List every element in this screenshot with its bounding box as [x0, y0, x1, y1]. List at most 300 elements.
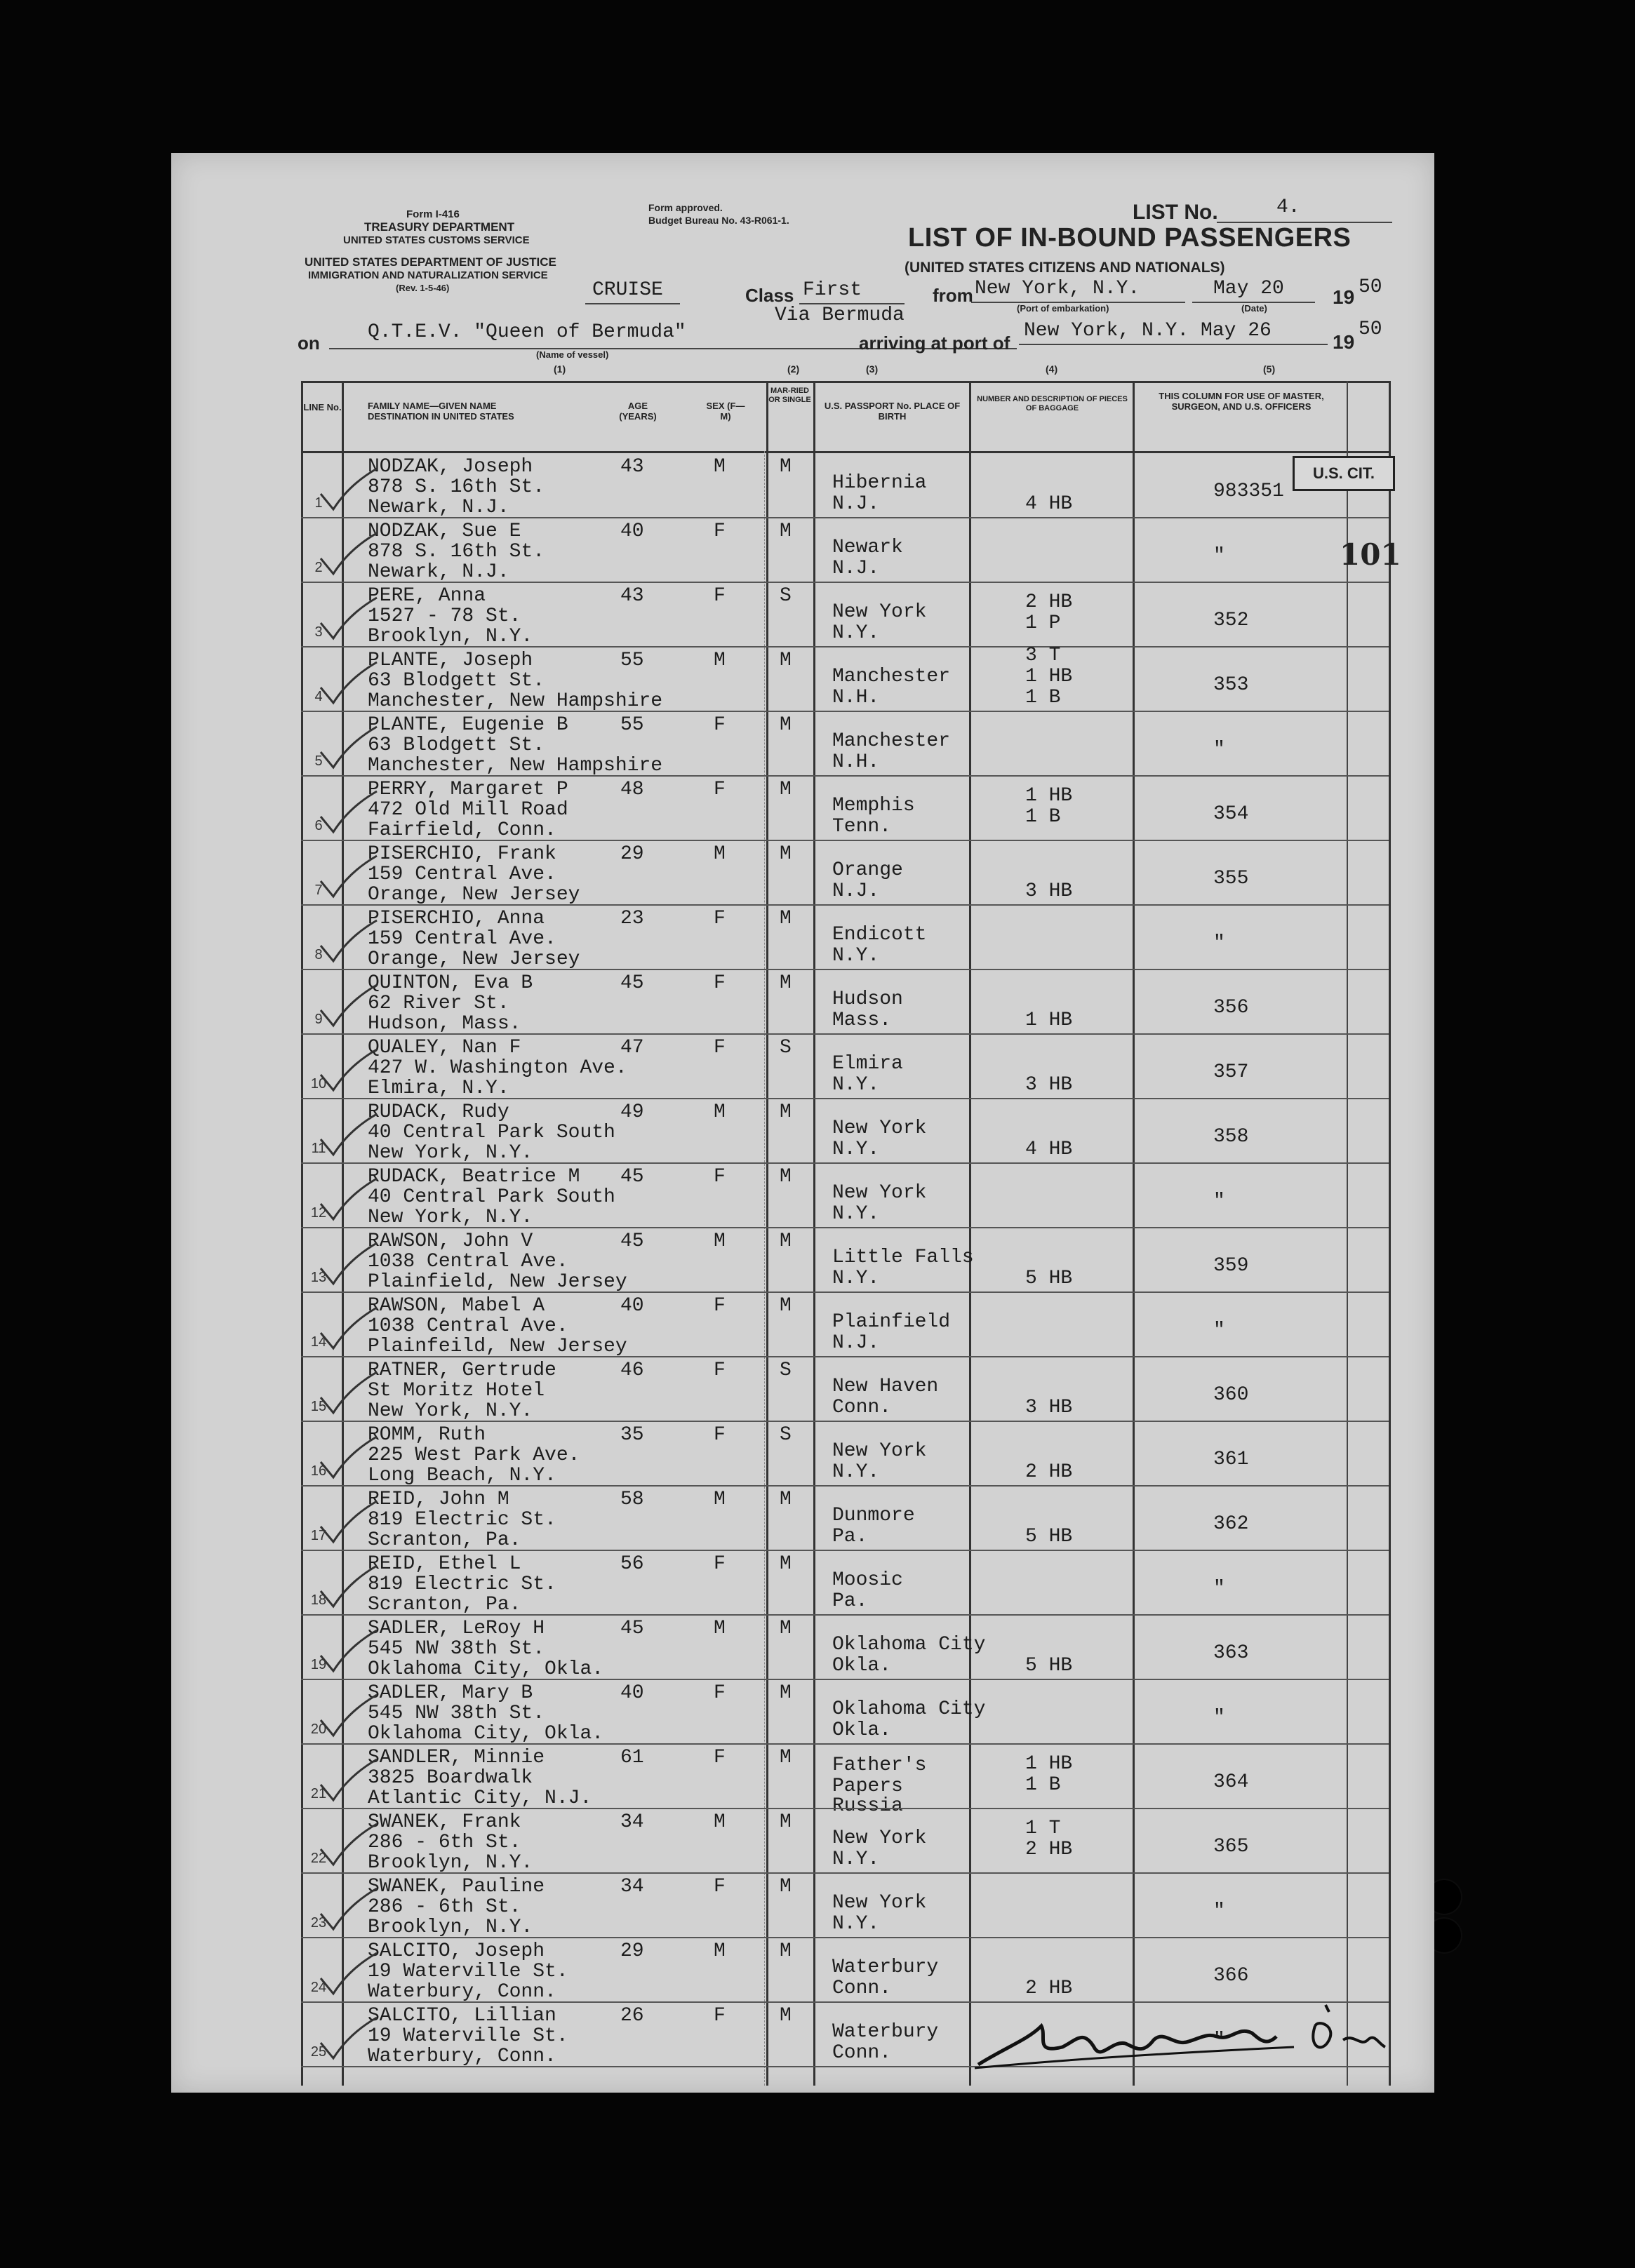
age-value: 58 [620, 1489, 644, 1510]
form-number: Form I-416 [406, 208, 460, 220]
sex-value: F [714, 1682, 726, 1704]
baggage-line-2: 1 HB [1025, 666, 1073, 687]
sex-value: F [714, 2005, 726, 2027]
address-line-2: Waterbury, Conn. [368, 1981, 556, 2003]
birthplace-line-1: New York [832, 1440, 927, 1462]
officer-entry: 362 [1213, 1513, 1249, 1535]
sex-value: F [714, 585, 726, 607]
officer-entry: " [1213, 1900, 1225, 1922]
marital-status: S [780, 585, 792, 607]
birthplace-line-2: Papers [832, 1776, 903, 1797]
age-value: 45 [620, 1618, 644, 1639]
page-title: LIST OF IN-BOUND PASSENGERS [908, 223, 1352, 253]
sex-value: F [714, 1166, 726, 1188]
passenger-name: RAWSON, Mabel A [368, 1295, 545, 1317]
date-from: May 20 [1213, 278, 1284, 300]
address-line-1: 3825 Boardwalk [368, 1767, 533, 1789]
address-line-2: New York, N.Y. [368, 1400, 533, 1422]
table-row [301, 1228, 1391, 1292]
birthplace-line-2: Pa. [832, 1526, 868, 1548]
birthplace-line-1: Hudson [832, 988, 903, 1010]
birthplace-line-2: N.Y. [832, 1074, 880, 1096]
table-row [301, 1486, 1391, 1550]
marital-status: M [780, 1230, 792, 1252]
age-value: 45 [620, 1230, 644, 1252]
sex-value: M [714, 843, 726, 865]
birthplace-line-2: Tenn. [832, 816, 892, 838]
officer-entry: 983351 [1213, 481, 1284, 502]
vessel-caption: (Name of vessel) [536, 349, 609, 360]
address-line-2: Scranton, Pa. [368, 1594, 521, 1616]
vessel-name: Q.T.E.V. "Queen of Bermuda" [368, 321, 686, 343]
cruise-label: CRUISE [592, 279, 663, 301]
check-mark-icon [315, 1628, 378, 1677]
birthplace-line-1: Newark [832, 537, 903, 558]
marital-status: S [780, 1424, 792, 1446]
marital-status: S [780, 1360, 792, 1381]
passenger-name: QUALEY, Nan F [368, 1037, 521, 1059]
line-number: 18 [310, 1592, 327, 1608]
address-line-1: 286 - 6th St. [368, 1832, 521, 1853]
marital-status: M [780, 1101, 792, 1123]
birthplace-line-1: New York [832, 601, 927, 623]
table-row [301, 518, 1391, 582]
table-row [301, 1873, 1391, 1938]
birthplace-line-1: Waterbury [832, 1957, 939, 1978]
passenger-name: PISERCHIO, Anna [368, 908, 545, 930]
birthplace-line-1: Moosic [832, 1569, 903, 1591]
line-number: 23 [310, 1915, 327, 1931]
address-line-2: Newark, N.J. [368, 561, 509, 583]
passenger-name: NODZAK, Sue E [368, 521, 521, 542]
age-value: 49 [620, 1101, 644, 1123]
sex-value: F [714, 1360, 726, 1381]
birthplace-line-2: N.Y. [832, 1203, 880, 1225]
address-line-1: 472 Old Mill Road [368, 799, 568, 821]
baggage-line-1: 5 HB [1025, 1268, 1073, 1289]
address-line-2: Brooklyn, N.Y. [368, 626, 533, 647]
passenger-name: QUINTON, Eva B [368, 972, 533, 994]
officer-entry: " [1213, 1190, 1225, 1212]
address-line-1: 819 Electric St. [368, 1509, 556, 1531]
year-prefix-to: 19 [1333, 331, 1355, 353]
age-value: 23 [620, 908, 644, 930]
table-row [301, 1615, 1391, 1679]
officer-entry: 366 [1213, 1965, 1249, 1987]
marital-status: M [780, 714, 792, 736]
address-line-1: 19 Waterville St. [368, 2025, 568, 2047]
manifest-sheet [171, 153, 1434, 2093]
birthplace-line-2: N.Y. [832, 1848, 880, 1870]
sex-value: F [714, 1424, 726, 1446]
baggage-line-1: 2 HB [1025, 1978, 1073, 1999]
birthplace-line-1: New York [832, 1827, 927, 1849]
officer-entry: 363 [1213, 1642, 1249, 1664]
address-line-2: Atlantic City, N.J. [368, 1787, 592, 1809]
sex-value: F [714, 521, 726, 542]
birthplace-line-2: Pa. [832, 1590, 868, 1612]
officer-entry: 360 [1213, 1384, 1249, 1406]
age-value: 40 [620, 521, 644, 542]
passenger-name: NODZAK, Joseph [368, 456, 533, 478]
header-married: MAR-RIED OR SINGLE [768, 387, 811, 404]
check-mark-icon [315, 466, 378, 515]
marital-status: M [780, 1747, 792, 1769]
passenger-name: REID, John M [368, 1489, 509, 1510]
sex-value: F [714, 1747, 726, 1769]
table-row [301, 1357, 1391, 1421]
address-line-2: New York, N.Y. [368, 1142, 533, 1164]
passenger-table [301, 381, 1391, 2086]
line-number: 25 [310, 2044, 327, 2060]
header-age: AGE (YEARS) [619, 401, 657, 422]
sex-value: F [714, 1553, 726, 1575]
birthplace-line-1: Oklahoma City [832, 1634, 986, 1656]
form-approved: Form approved. [648, 202, 723, 213]
birthplace-line-1: Elmira [832, 1053, 903, 1075]
marital-status: M [780, 1489, 792, 1510]
arriving-value: New York, N.Y. May 26 [1024, 320, 1272, 342]
address-line-1: 1038 Central Ave. [368, 1315, 568, 1337]
birthplace-line-2: N.Y. [832, 1139, 880, 1160]
address-line-1: 1038 Central Ave. [368, 1251, 568, 1273]
baggage-line-2: 1 B [1025, 1774, 1061, 1796]
address-line-1: 159 Central Ave. [368, 864, 556, 885]
table-row [301, 969, 1391, 1034]
address-line-2: Manchester, New Hampshire [368, 755, 663, 777]
line-number: 19 [310, 1657, 327, 1672]
birthplace-line-1: Hibernia [832, 472, 927, 494]
cruise-underline [585, 303, 680, 304]
birthplace-line-1: Manchester [832, 666, 951, 687]
birthplace-line-1: Dunmore [832, 1505, 915, 1526]
check-mark-icon [315, 1692, 378, 1741]
table-row [301, 840, 1391, 905]
table-row [301, 647, 1391, 711]
marital-status: M [780, 908, 792, 930]
birthplace-line-2: Okla. [832, 1655, 892, 1677]
line-number: 3 [314, 624, 323, 640]
column-number-4: (4) [1046, 363, 1058, 375]
header-officers: THIS COLUMN FOR USE OF MASTER, SURGEON, AND U.S. OFFICERS [1159, 391, 1324, 412]
age-value: 34 [620, 1876, 644, 1898]
line-number: 14 [310, 1334, 327, 1350]
age-value: 48 [620, 779, 644, 800]
officer-entry: " [1213, 2029, 1225, 2051]
age-value: 45 [620, 1166, 644, 1188]
baggage-line-1: 2 HB [1025, 1461, 1073, 1483]
passenger-name: PLANTE, Eugenie B [368, 714, 568, 736]
column-number-2: (2) [787, 363, 800, 375]
birthplace-line-2: N.Y. [832, 622, 880, 644]
address-line-1: 878 S. 16th St. [368, 476, 545, 498]
birthplace-line-1: Plainfield [832, 1311, 951, 1333]
birthplace-line-1: Father's [832, 1754, 927, 1776]
check-mark-icon [315, 1240, 378, 1289]
sex-value: F [714, 972, 726, 994]
marital-status: M [780, 521, 792, 542]
birthplace-line-3: Russia [832, 1795, 903, 1817]
column-number-5: (5) [1263, 363, 1276, 375]
passenger-name: SALCITO, Joseph [368, 1940, 545, 1962]
passenger-name: REID, Ethel L [368, 1553, 521, 1575]
baggage-line-1: 1 HB [1025, 1753, 1073, 1775]
birthplace-line-2: N.H. [832, 751, 880, 773]
baggage-line-1: 3 HB [1025, 1397, 1073, 1418]
us-citizen-stamp [1293, 456, 1395, 491]
age-value: 40 [620, 1295, 644, 1317]
line-number: 15 [310, 1399, 327, 1414]
sex-value: F [714, 908, 726, 930]
line-number: 22 [310, 1851, 327, 1866]
passenger-name: PERRY, Margaret P [368, 779, 568, 800]
check-mark-icon [315, 1176, 378, 1225]
marital-status: M [780, 1811, 792, 1833]
baggage-line-3: 1 B [1025, 687, 1061, 709]
marital-status: M [780, 779, 792, 800]
rev-label: (Rev. 1-5-46) [396, 283, 450, 293]
via-label: Via Bermuda [775, 304, 905, 326]
address-line-2: Plainfield, New Jersey [368, 1271, 627, 1293]
birthplace-line-2: Mass. [832, 1009, 892, 1031]
age-value: 56 [620, 1553, 644, 1575]
age-value: 29 [620, 843, 644, 865]
age-value: 29 [620, 1940, 644, 1962]
marital-status: M [780, 1295, 792, 1317]
officer-entry: 354 [1213, 803, 1249, 825]
address-line-1: 878 S. 16th St. [368, 541, 545, 563]
birthplace-line-2: N.Y. [832, 1913, 880, 1935]
line-number: 9 [314, 1012, 323, 1027]
age-value: 45 [620, 972, 644, 994]
birthplace-line-1: Waterbury [832, 2021, 939, 2043]
address-line-2: Manchester, New Hampshire [368, 690, 663, 712]
check-mark-icon [315, 2015, 378, 2064]
sex-value: F [714, 1295, 726, 1317]
address-line-2: Brooklyn, N.Y. [368, 1917, 533, 1938]
officer-entry: 364 [1213, 1771, 1249, 1793]
date-caption: (Date) [1241, 303, 1267, 314]
age-value: 46 [620, 1360, 644, 1381]
address-line-2: Brooklyn, N.Y. [368, 1852, 533, 1874]
age-value: 34 [620, 1811, 644, 1833]
sex-value: M [714, 1101, 726, 1123]
officer-entry: 365 [1213, 1836, 1249, 1858]
arriving-underline [1019, 344, 1328, 345]
line-number: 21 [310, 1786, 327, 1801]
address-line-1: 159 Central Ave. [368, 928, 556, 950]
sex-value: F [714, 714, 726, 736]
address-line-2: Scranton, Pa. [368, 1529, 521, 1551]
check-mark-icon [315, 1757, 378, 1806]
passenger-name: SALCITO, Lillian [368, 2005, 556, 2027]
us-citizen-stamp-text: U.S. CIT. [1312, 464, 1375, 482]
year-to: 50 [1359, 318, 1382, 340]
passenger-name: SWANEK, Frank [368, 1811, 521, 1833]
check-mark-icon [315, 1305, 378, 1354]
marital-status: M [780, 2005, 792, 2027]
table-row [301, 1292, 1391, 1357]
check-mark-icon [315, 659, 378, 709]
address-line-2: Fairfield, Conn. [368, 819, 556, 841]
from-value: New York, N.Y. [975, 278, 1140, 300]
birthplace-line-1: Orange [832, 859, 903, 881]
address-line-2: Hudson, Mass. [368, 1013, 521, 1035]
sex-value: M [714, 1940, 726, 1962]
marital-status: M [780, 1682, 792, 1704]
birthplace-line-1: Manchester [832, 730, 951, 752]
check-mark-icon [315, 982, 378, 1031]
address-line-1: 63 Blodgett St. [368, 734, 545, 756]
baggage-line-1: 5 HB [1025, 1655, 1073, 1677]
officer-entry: " [1213, 739, 1225, 760]
address-line-1: 40 Central Park South [368, 1186, 615, 1208]
table-row [301, 1034, 1391, 1099]
address-line-2: Orange, New Jersey [368, 948, 580, 970]
passenger-name: SWANEK, Pauline [368, 1876, 545, 1898]
table-row [301, 453, 1391, 518]
sex-value: M [714, 1230, 726, 1252]
birthplace-line-2: N.J. [832, 880, 880, 902]
address-line-2: Oklahoma City, Okla. [368, 1723, 604, 1745]
table-row [301, 1099, 1391, 1163]
passenger-name: ROMM, Ruth [368, 1424, 486, 1446]
baggage-line-1: 4 HB [1025, 493, 1073, 515]
officer-entry: 357 [1213, 1061, 1249, 1083]
treasury-label: TREASURY DEPARTMENT [364, 220, 515, 234]
table-row [301, 1550, 1391, 1615]
baggage-line-1: 1 T [1025, 1818, 1061, 1839]
header-passport: U.S. PASSPORT No. PLACE OF BIRTH [824, 401, 961, 422]
marital-status: S [780, 1037, 792, 1059]
baggage-line-1: 5 HB [1025, 1526, 1073, 1548]
address-line-1: 545 NW 38th St. [368, 1703, 545, 1724]
check-mark-icon [315, 918, 378, 967]
baggage-line-1: 3 HB [1025, 880, 1073, 902]
table-row [301, 1809, 1391, 1873]
address-line-1: St Moritz Hotel [368, 1380, 545, 1402]
list-no-value: 4. [1276, 196, 1300, 218]
check-mark-icon [315, 1563, 378, 1612]
check-mark-icon [315, 853, 378, 902]
header-sex: SEX (F—M) [706, 401, 745, 422]
marital-status: M [780, 1940, 792, 1962]
marital-status: M [780, 1553, 792, 1575]
table-row [301, 1938, 1391, 2002]
address-line-1: 1527 - 78 St. [368, 605, 521, 627]
address-line-1: 427 W. Washington Ave. [368, 1057, 627, 1079]
age-value: 35 [620, 1424, 644, 1446]
check-mark-icon [315, 1434, 378, 1483]
check-mark-icon [315, 1950, 378, 1999]
birthplace-line-2: N.H. [832, 687, 880, 709]
age-value: 43 [620, 456, 644, 478]
baggage-line-1: 2 HB [1025, 591, 1073, 613]
passenger-name: RATNER, Gertrude [368, 1360, 556, 1381]
table-row [301, 905, 1391, 969]
line-number: 11 [311, 1141, 326, 1156]
table-row [301, 711, 1391, 776]
age-value: 55 [620, 650, 644, 671]
address-line-1: 225 West Park Ave. [368, 1444, 580, 1466]
officer-entry: " [1213, 932, 1225, 954]
birthplace-line-2: Conn. [832, 2042, 892, 2064]
customs-label: UNITED STATES CUSTOMS SERVICE [343, 234, 530, 246]
baggage-line-1: 1 HB [1025, 1009, 1073, 1031]
table-row [301, 1744, 1391, 1817]
address-line-2: Orange, New Jersey [368, 884, 580, 906]
check-mark-icon [315, 530, 378, 579]
check-mark-icon [315, 724, 378, 773]
officer-entry: 353 [1213, 674, 1249, 696]
baggage-line-1: 4 HB [1025, 1139, 1073, 1160]
age-value: 26 [620, 2005, 644, 2027]
birthplace-line-2: Okla. [832, 1719, 892, 1741]
line-number: 1 [314, 495, 323, 511]
table-row [301, 582, 1391, 647]
address-line-1: 63 Blodgett St. [368, 670, 545, 692]
birthplace-line-2: N.J. [832, 558, 880, 579]
table-row [301, 1421, 1391, 1486]
birthplace-line-1: New York [832, 1182, 927, 1204]
birthplace-line-2: Conn. [832, 1978, 892, 1999]
check-mark-icon [315, 1498, 378, 1548]
passenger-name: RUDACK, Beatrice M [368, 1166, 580, 1188]
line-number: 2 [314, 560, 323, 575]
signature-mark [964, 1998, 1399, 2089]
passenger-name: PISERCHIO, Frank [368, 843, 556, 865]
birthplace-line-2: N.Y. [832, 1268, 880, 1289]
line-number: 20 [310, 1722, 327, 1737]
birthplace-line-1: Memphis [832, 795, 915, 817]
ins-label: IMMIGRATION AND NATURALIZATION SERVICE [308, 269, 548, 281]
sex-value: F [714, 1037, 726, 1059]
officer-entry: 359 [1213, 1255, 1249, 1277]
age-value: 40 [620, 1682, 644, 1704]
class-label: Class [745, 285, 794, 306]
marital-status: M [780, 1618, 792, 1639]
line-number: 8 [314, 947, 323, 962]
sex-value: M [714, 456, 726, 478]
line-number: 16 [310, 1463, 327, 1479]
header-baggage: NUMBER AND DESCRIPTION OF PIECES OF BAGGAGE [977, 395, 1128, 412]
check-mark-icon [315, 1047, 378, 1096]
passenger-name: PERE, Anna [368, 585, 486, 607]
check-mark-icon [315, 1111, 378, 1160]
marital-status: M [780, 1876, 792, 1898]
address-line-1: 545 NW 38th St. [368, 1638, 545, 1660]
address-line-1: 286 - 6th St. [368, 1896, 521, 1918]
check-mark-icon [315, 595, 378, 644]
check-mark-icon [315, 789, 378, 838]
officer-entry: " [1213, 1578, 1225, 1599]
table-top-border [301, 381, 1391, 383]
check-mark-icon [315, 1886, 378, 1935]
page-subtitle: (UNITED STATES CITIZENS AND NATIONALS) [905, 260, 1225, 276]
passenger-name: SADLER, LeRoy H [368, 1618, 545, 1639]
address-line-2: Newark, N.J. [368, 497, 509, 518]
birthplace-line-2: N.J. [832, 493, 880, 515]
sex-value: M [714, 1489, 726, 1510]
sex-value: F [714, 779, 726, 800]
officer-entry: 358 [1213, 1126, 1249, 1148]
passenger-name: SANDLER, Minnie [368, 1747, 545, 1769]
sex-value: M [714, 650, 726, 671]
class-value: First [803, 279, 862, 301]
header-name: FAMILY NAME—GIVEN NAME DESTINATION IN UNITED STATES [368, 401, 514, 422]
officer-entry: " [1213, 1707, 1225, 1729]
column-number-3: (3) [866, 363, 879, 375]
